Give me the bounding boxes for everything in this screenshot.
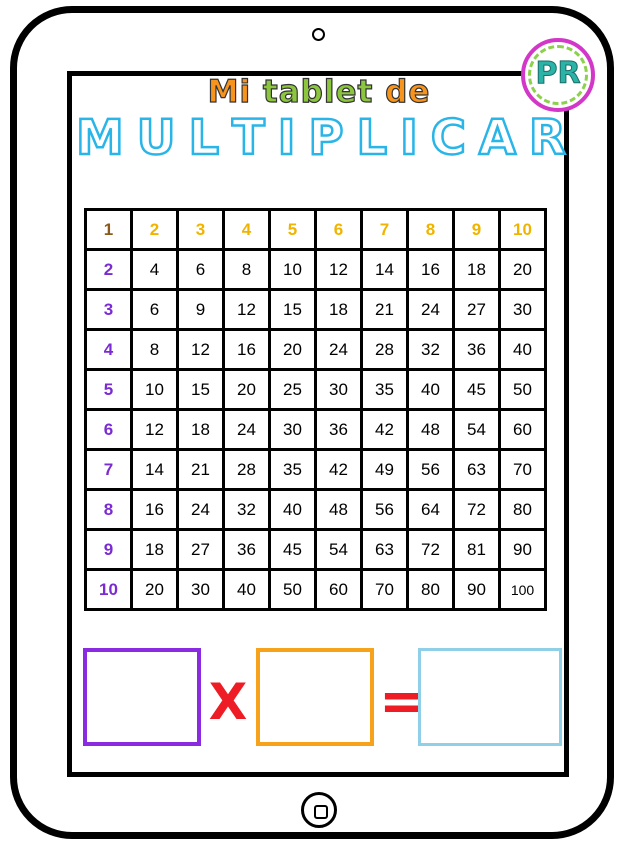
table-cell: 80 [500,490,546,530]
table-cell: 63 [454,450,500,490]
table-row [86,450,546,490]
table-row-label: 4 [86,330,132,370]
title-word-tablet: tablet [262,74,374,110]
table-cell: 60 [500,410,546,450]
table-row-label: 5 [86,370,132,410]
table-cell: 27 [454,290,500,330]
title-line2 [76,110,566,166]
table-cell: 30 [270,410,316,450]
table-cell: 6 [132,290,178,330]
table-cell: 20 [500,250,546,290]
title-letter: A [478,110,516,166]
home-button-icon [301,792,337,828]
table-cell: 48 [408,410,454,450]
table-cell: 24 [178,490,224,530]
table-row-label: 10 [86,570,132,610]
table-row-label: 9 [86,530,132,570]
title-letter: U [136,110,176,166]
table-cell: 32 [408,330,454,370]
table-row [86,290,546,330]
table-cell: 20 [270,330,316,370]
table-header-row [86,210,546,250]
table-cell: 12 [178,330,224,370]
table-cell: 28 [362,330,408,370]
home-square-icon [314,805,328,819]
table-cell: 28 [224,450,270,490]
table-cell: 24 [224,410,270,450]
table-cell: 30 [500,290,546,330]
title-letter: T [232,110,265,166]
table-cell: 40 [408,370,454,410]
table-cell: 12 [132,410,178,450]
table-cell: 49 [362,450,408,490]
times-sign: X [208,673,248,731]
equals-sign: = [379,669,426,734]
title-word-de: de [385,74,431,110]
table-cell: 90 [454,570,500,610]
table-row [86,370,546,410]
table-cell: 90 [500,530,546,570]
table-row [86,530,546,570]
table-cell: 80 [408,570,454,610]
title-letter: I [399,110,418,166]
factor1-box[interactable] [83,648,201,746]
table-cell: 30 [316,370,362,410]
table-cell: 35 [270,450,316,490]
multiplication-table [84,208,547,611]
table-cell: 81 [454,530,500,570]
title-word-mi: Mi [207,74,252,110]
table-header-cell: 10 [500,210,546,250]
table-row-label: 7 [86,450,132,490]
table-cell: 56 [362,490,408,530]
table-cell: 16 [224,330,270,370]
table-header-cell: 8 [408,210,454,250]
table-cell: 48 [316,490,362,530]
table-cell: 60 [316,570,362,610]
table-cell: 32 [224,490,270,530]
table-cell: 16 [132,490,178,530]
table-cell: 50 [500,370,546,410]
title-letter: L [188,110,220,166]
table-cell: 15 [178,370,224,410]
table-cell: 63 [362,530,408,570]
table-header-cell: 2 [132,210,178,250]
table-header-cell: 4 [224,210,270,250]
logo-text: PR [535,56,581,91]
table-row [86,330,546,370]
table-cell: 72 [408,530,454,570]
table-header-cell: 3 [178,210,224,250]
table-cell: 18 [316,290,362,330]
table-cell: 56 [408,450,454,490]
table-cell: 54 [316,530,362,570]
table-cell: 36 [454,330,500,370]
table-cell: 4 [132,250,178,290]
table-cell: 10 [132,370,178,410]
title-letter: C [430,110,466,166]
table-cell: 24 [408,290,454,330]
table-cell: 21 [178,450,224,490]
table-cell: 16 [408,250,454,290]
table-cell: 12 [224,290,270,330]
table-cell: 6 [178,250,224,290]
table-cell: 45 [270,530,316,570]
table-cell: 50 [270,570,316,610]
title-letter: R [528,110,566,166]
table-row-label: 6 [86,410,132,450]
table-cell: 64 [408,490,454,530]
table-cell: 54 [454,410,500,450]
table-cell: 25 [270,370,316,410]
table-cell: 10 [270,250,316,290]
title-letter: I [277,110,296,166]
table-row-label: 8 [86,490,132,530]
table-cell: 12 [316,250,362,290]
table-cell: 18 [178,410,224,450]
table-cell: 40 [270,490,316,530]
table-cell: 70 [500,450,546,490]
table-cell: 70 [362,570,408,610]
table-cell: 72 [454,490,500,530]
table-cell: 100 [500,570,546,610]
table-cell: 14 [362,250,408,290]
table-row [86,250,546,290]
table-header-cell: 9 [454,210,500,250]
table-cell: 45 [454,370,500,410]
title-letter: P [308,110,344,166]
table-cell: 36 [224,530,270,570]
result-box[interactable] [418,648,562,746]
table-cell: 42 [362,410,408,450]
table-corner-cell: 1 [86,210,132,250]
table-cell: 8 [132,330,178,370]
logo-badge [521,38,595,112]
table-row-label: 2 [86,250,132,290]
table-row [86,490,546,530]
table-row [86,410,546,450]
title-letter: M [76,110,124,166]
table-cell: 14 [132,450,178,490]
table-cell: 40 [224,570,270,610]
table-cell: 40 [500,330,546,370]
table-cell: 20 [224,370,270,410]
table-cell: 42 [316,450,362,490]
table-cell: 24 [316,330,362,370]
table-cell: 36 [316,410,362,450]
table-cell: 30 [178,570,224,610]
table-cell: 18 [132,530,178,570]
title-letter: L [356,110,388,166]
table-header-cell: 5 [270,210,316,250]
table-cell: 9 [178,290,224,330]
factor2-box[interactable] [256,648,374,746]
table-header-cell: 6 [316,210,362,250]
table-row-label: 3 [86,290,132,330]
table-row [86,570,546,610]
table-cell: 20 [132,570,178,610]
table-cell: 21 [362,290,408,330]
table-cell: 35 [362,370,408,410]
table-cell: 18 [454,250,500,290]
camera-icon [312,28,325,41]
table-header-cell: 7 [362,210,408,250]
table-cell: 8 [224,250,270,290]
table-cell: 15 [270,290,316,330]
table-cell: 27 [178,530,224,570]
